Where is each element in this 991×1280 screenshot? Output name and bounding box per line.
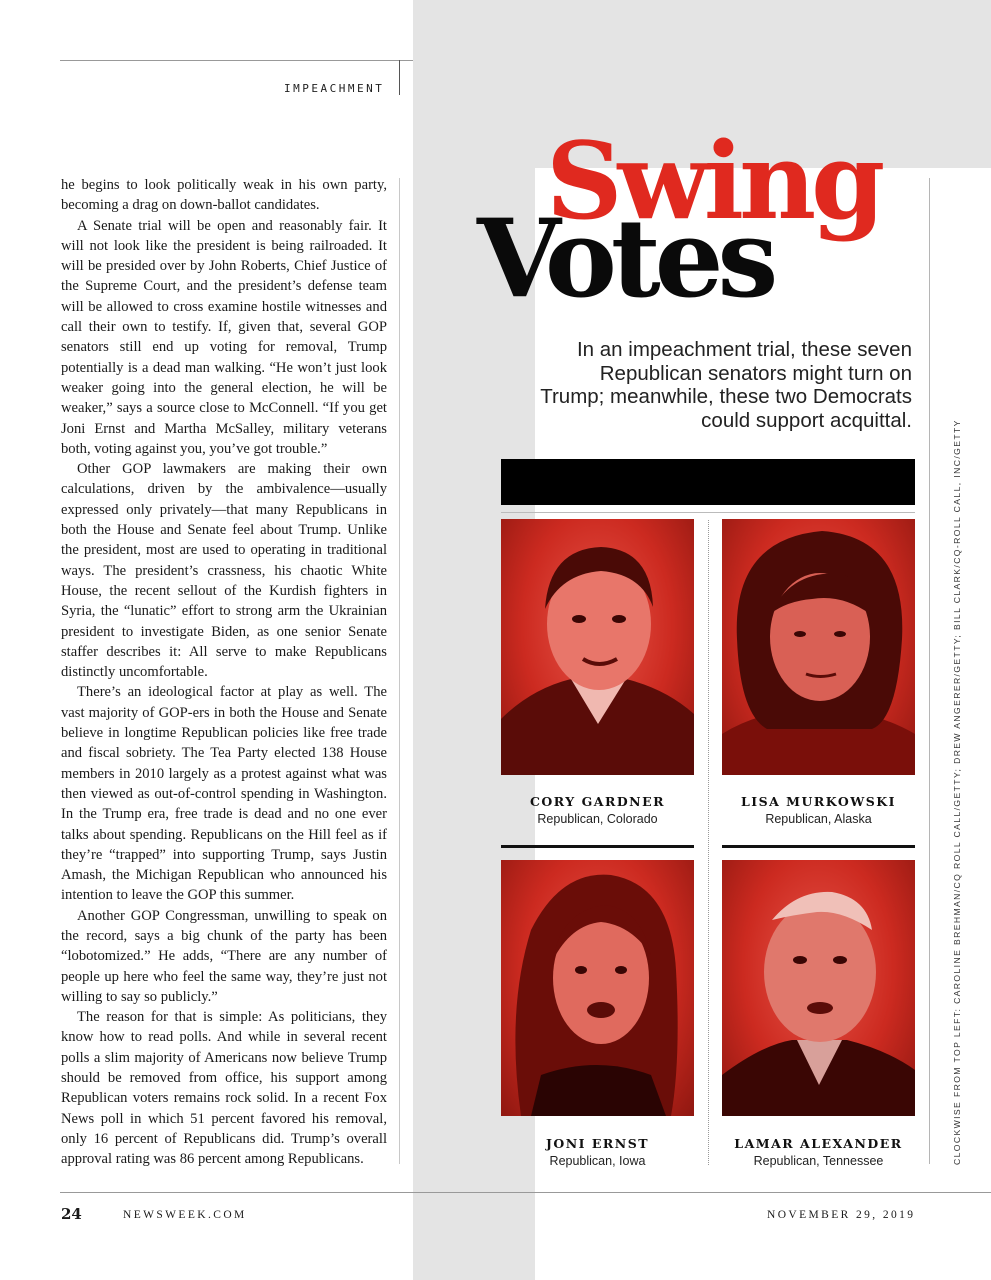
black-rule — [722, 845, 915, 848]
senator-name: LISA MURKOWSKI — [740, 794, 897, 809]
senator-photo-murkowski — [722, 519, 915, 775]
page-number: 24 — [61, 1205, 82, 1223]
footer-rule — [60, 1192, 991, 1193]
paragraph: Another GOP Congressman, unwilling to speak on the record, says a big chunk of the party has been “lobotomized.” He adds, “There are any number of people up here who feel the same way, they’re just not willing to say so publicly.” — [61, 907, 387, 1005]
portrait-icon — [501, 860, 694, 1116]
portrait-icon — [501, 519, 694, 775]
headline-votes: Votes — [477, 196, 773, 322]
senator-name: LAMAR ALEXANDER — [734, 1136, 903, 1151]
article-body — [61, 175, 387, 1170]
subtitle: In an impeachment trial, these seven Republican senators might turn on Trump; meanwhile, these two Democrats could support acquittal. — [540, 338, 912, 432]
right-divider — [929, 178, 930, 1164]
paragraph: he begins to look politically weak in his own party, becoming a drag on down-ballot candidates. — [61, 177, 387, 214]
section-divider — [399, 60, 400, 95]
senator-party: Republican, Iowa — [549, 1154, 646, 1168]
thin-rule — [501, 512, 915, 513]
senator-photo-ernst — [501, 860, 694, 1116]
paragraph: The reason for that is simple: As politicians, they know how to read polls. And while in several recent polls a slim majority of Americans now believe Trump should be removed from office, his support among Republican voters remains rock solid. In a recent Fox News poll in which 51 percent favored his removal, only 16 percent of Republicans did. Trump’s overall approval rating was 86 percent among Republicans. — [61, 1009, 387, 1168]
paragraph: Other GOP lawmakers are making their own calculations, driven by the ambivalence—usually expressed only privately—that many Republicans in both the House and Senate feel about Trump. Unlike the president, most are used to operating in traditional ways. The president’s crassness, his chaotic White House, the recent sellout of the Kurdish fighters in Syria, the “lunatic” effort to strong arm the Ukrainian president to investigate Biden, as one senior Senate staffer describes it: All serve to make Republicans distinctly uncomfortable. — [61, 461, 387, 681]
section-label: IMPEACHMENT — [284, 82, 385, 95]
photo-credit: CLOCKWISE FROM TOP LEFT: CAROLINE BREHMAN/CQ ROLL CALL/GETTY; DREW ANGERER/GETTY; BILL CLARK/CQ-ROLL CALL, INC/GETTY — [952, 419, 962, 1165]
portrait-icon — [722, 860, 915, 1116]
dotted-divider — [708, 520, 709, 1165]
senator-photo-alexander — [722, 860, 915, 1116]
paragraph: There’s an ideological factor at play as well. The vast majority of GOP-ers in both the House and Senate believe in longtime Republican policies like free trade and fiscal sobriety. The Tea Party elected 138 House members in 2010 largely as a protest against what was then viewed as out-of-control spending in Washington. In the Trump era, free trade is dead and no one ever talks about spending. Republicans on the Hill feel as if they’re “trapped” into supporting Trump, says Justin Amash, the Michigan Republican who announced his intention to leave the GOP this summer. — [61, 684, 387, 904]
headline-swing: Swing — [546, 118, 881, 243]
issue-date: NOVEMBER 29, 2019 — [767, 1209, 916, 1221]
top-rule — [60, 60, 413, 61]
senator-party: Republican, Colorado — [537, 812, 658, 826]
black-rule — [501, 845, 694, 848]
portrait-icon — [722, 519, 915, 775]
site-name: NEWSWEEK.COM — [123, 1209, 247, 1221]
column-divider — [399, 178, 400, 1164]
senator-party: Republican, Alaska — [765, 812, 872, 826]
black-bar — [501, 459, 915, 505]
paragraph: A Senate trial will be open and reasonably fair. It will not look like the president is being railroaded. It will be presided over by John Roberts, Chief Justice of the Supreme Court, and the president’s defense team will be allowed to cross examine hostile witnesses and call their own to testify. If, given that, several GOP senators still end up voting for removal, Trump potentially is a dead man walking. “He won’t just look weaker going into the general election, he will be weaker,” says a source close to McConnell. “If you get Joni Ernst and Martha McSalley, military veterans both, voting against you, you’ve got trouble.” — [61, 217, 387, 457]
senator-name: JONI ERNST — [545, 1136, 650, 1151]
senator-photo-gardner — [501, 519, 694, 775]
senator-name: CORY GARDNER — [529, 794, 666, 809]
senator-party: Republican, Tennessee — [753, 1154, 884, 1168]
